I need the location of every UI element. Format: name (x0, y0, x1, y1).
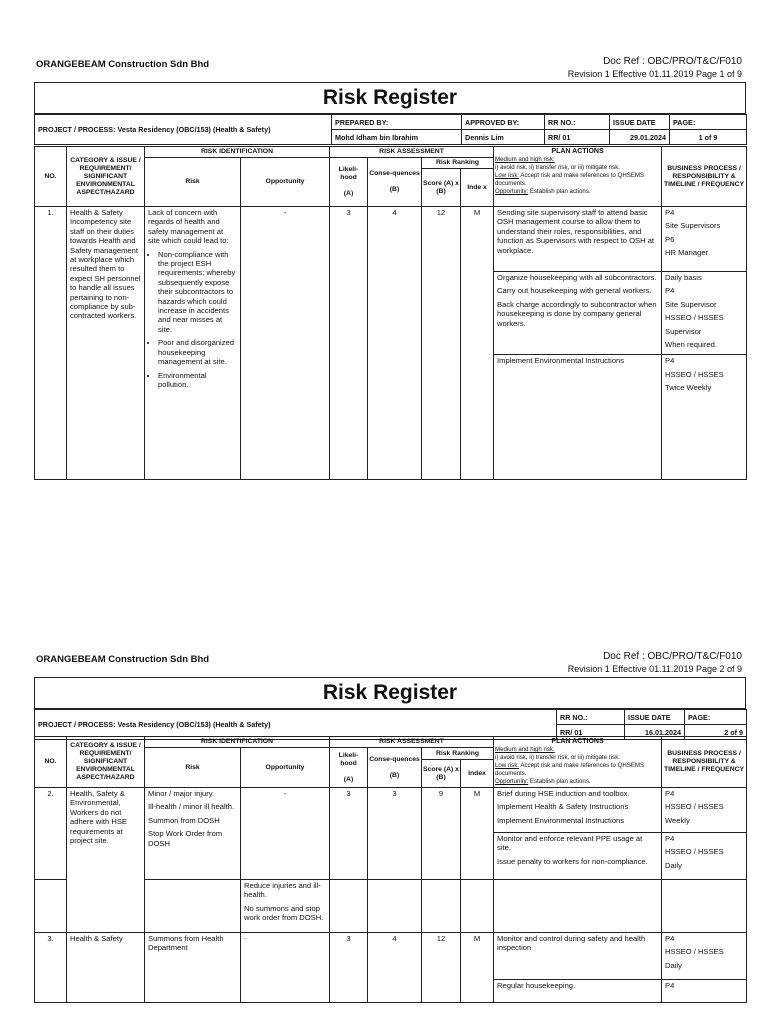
resp-line: Daily (665, 860, 682, 870)
plan-opportunity-text: Establish plan actions. (528, 778, 591, 785)
plan-actions-title: PLAN ACTIONS (551, 738, 604, 745)
row-3-resp-2: P4 (662, 980, 747, 1003)
page-label: PAGE: (670, 115, 747, 130)
row-3-no: 3. (35, 933, 67, 1003)
doc-ref: Doc Ref : OBC/PRO/T&C/F010 (603, 651, 742, 662)
row-2-opp-risk-blank (145, 880, 241, 933)
resp-line: Site Supervisor (665, 299, 717, 309)
row-2-opportunity-detail (241, 880, 330, 933)
row-2-risk (145, 788, 241, 880)
resp-line: P4 (665, 286, 675, 296)
col-risk-ranking: Risk Ranking (422, 748, 494, 760)
plan-low-risk: Low risk: (495, 762, 520, 769)
col-opportunity: Opportunity (241, 748, 330, 788)
plan-options: i) avoid risk, ii) transfer risk, or iii) mitigate risk. (495, 754, 620, 761)
doc-ref: Doc Ref : OBC/PRO/T&C/F010 (603, 56, 742, 67)
blank-cell (494, 880, 662, 933)
plan-low-risk-text: Accept risk and make references to QHSEMS documents. (495, 762, 645, 777)
plan-low-risk-text: Accept risk and make references to QHSEMS documents. (495, 172, 645, 187)
consequences-b: (B) (389, 186, 400, 193)
action-line: Implement Health & Safety Instructions (497, 802, 629, 812)
opportunity-line: Reduce injuries and ill-health. (244, 881, 321, 900)
col-risk-assessment: RISK ASSESSMENT (330, 147, 494, 158)
col-score: Score (A) x (B) (422, 760, 461, 788)
rr-label: RR NO.: (557, 710, 625, 725)
approved-value: Dennis Lim (462, 130, 545, 145)
row-3-action-2: Regular housekeeping. (494, 980, 662, 1003)
row-2-opportunity: - (241, 788, 330, 880)
resp-line: HSSEO / HSSES (665, 802, 724, 812)
project-label: PROJECT / PROCESS: Vesta Residency (OBC/153) (Health & Safety) (35, 115, 332, 145)
resp-line: HSSEO / HSSES (665, 847, 724, 857)
doc-reference (568, 651, 742, 675)
row-1-opportunity: - (241, 207, 330, 480)
resp-line: When required. (665, 340, 717, 350)
col-risk-ranking: Risk Ranking (422, 158, 494, 169)
issue-date-value: 16.01.2024 (625, 725, 685, 740)
prepared-label: PREPARED BY: (332, 115, 462, 130)
company-name: ORANGEBEAM Construction Sdn Bhd (36, 654, 210, 665)
action-line: Organize housekeeping with all subcontractors. (497, 273, 657, 282)
risk-line: Stop Work Order from DOSH (148, 829, 223, 848)
col-risk: Risk (145, 748, 241, 788)
col-business-process: BUSINESS PROCESS / RESPONSIBILITY & TIMELINE / FREQUENCY (662, 147, 747, 207)
row-1-risk (145, 207, 241, 480)
consequences-label: Conse-quences (369, 170, 420, 177)
col-index: Index (461, 760, 494, 788)
col-business-process: BUSINESS PROCESS / RESPONSIBILITY & TIMELINE / FREQUENCY (662, 737, 747, 788)
resp-line: HSSEO / HSSES (665, 369, 724, 379)
header-info-table (34, 114, 747, 145)
row-3-likelihood: 3 (330, 933, 368, 1003)
row-2-score: 9 (422, 788, 461, 880)
resp-line: P4 (665, 208, 675, 217)
row-2-likelihood: 3 (330, 788, 368, 880)
action-line: Implement Environmental Instructions (497, 815, 625, 825)
consequences-b: (B) (389, 771, 400, 779)
plan-low-risk: Low risk: (495, 172, 520, 179)
row-2-resp-1 (662, 788, 747, 833)
row-3-opportunity: - (241, 933, 330, 1003)
resp-line: P4 (665, 934, 675, 943)
resp-line: HSSEO / HSSES (665, 313, 724, 323)
row-2-resp-2 (662, 833, 747, 880)
rr-value: RR/ 01 (545, 130, 610, 145)
col-category: CATEGORY & ISSUE / REQUIREMENT/ SIGNIFICANT ENVIRONMENTAL ASPECT/HAZARD (67, 737, 145, 788)
row-1-score: 12 (422, 207, 461, 480)
row-1-consequences: 4 (368, 207, 422, 480)
col-likelihood (330, 748, 368, 788)
col-risk: Risk (145, 158, 241, 207)
likelihood-label: Likeli-hood (338, 751, 359, 767)
likelihood-a: (A) (343, 775, 354, 783)
row-3-resp-1 (662, 933, 747, 980)
col-index: Inde x (461, 169, 494, 207)
row-1-likelihood: 3 (330, 207, 368, 480)
action-line: Carry out housekeeping with general workers. (497, 286, 652, 296)
resp-line: Daily basis (665, 273, 702, 282)
col-score: Score (A) x (B) (422, 169, 461, 207)
issue-date-label: ISSUE DATE (625, 710, 685, 725)
risk-table-page-1 (34, 146, 747, 480)
row-3-action-1: Monitor and control during safety and health inspection (494, 933, 662, 980)
row-1-risk-list (148, 250, 237, 390)
row-1-risk-intro: Lack of concern with regards of health and safety management at site which could lead to: (148, 208, 229, 246)
blank-cell (368, 880, 422, 933)
plan-medium-high: Medium and high risk: (495, 156, 555, 163)
risk-line: Ill-health / minor ill health. (148, 802, 235, 812)
blank-cell (330, 880, 368, 933)
col-consequences (368, 158, 422, 207)
row-1-action-3: Implement Environmental Instructions (494, 355, 662, 480)
col-plan-actions (494, 737, 662, 788)
row-1-action-2 (494, 272, 662, 355)
resp-line: Site Supervisors (665, 221, 721, 231)
register-title: Risk Register (34, 677, 746, 709)
risk-bullet: • Non-compliance with the project ESH requirements; whereby subsequently expose their subcontractors to hazards which could increase in accidents and near misses at site. (158, 250, 237, 335)
page-label: PAGE: (685, 710, 747, 725)
row-1-action-1: Sending site supervisory staff to attend basic OSH management course to allow them to understand their roles, responsibilities, and function as Supervisors with respect to OSH at workplace. (494, 207, 662, 272)
consequences-label: Conse-quences (369, 755, 420, 763)
action-line: Brief during HSE induction and toolbox. (497, 789, 630, 798)
row-3-consequences: 4 (368, 933, 422, 1003)
row-1-resp-3 (662, 355, 747, 480)
approved-label: APPROVED BY: (462, 115, 545, 130)
col-plan-actions (494, 147, 662, 207)
resp-line: HR Manager (665, 248, 709, 258)
blank-cell (662, 880, 747, 933)
blank-cell (461, 880, 494, 933)
row-2-category: Health, Safety & Environmental, Workers do not adhere with HSE requirements at project site. (67, 788, 145, 933)
opportunity-line: No summons and stop work order from DOSH. (244, 903, 324, 923)
likelihood-a: (A) (343, 190, 354, 197)
plan-opportunity-text: Establish plan actions. (528, 188, 591, 195)
page-value: 2 of 9 (685, 725, 747, 740)
resp-line: P6 (665, 234, 675, 244)
risk-table-page-2 (34, 736, 747, 1003)
page-value: 1 of 9 (670, 130, 747, 145)
col-likelihood (330, 158, 368, 207)
risk-bullet: • Environmental pollution. (158, 371, 237, 390)
action-line: Issue penalty to workers for non-compliance. (497, 856, 648, 866)
plan-medium-high: Medium and high risk: (495, 746, 555, 753)
plan-opportunity: Opportunity: (495, 778, 529, 785)
row-1-no: 1. (35, 207, 67, 480)
risk-bullet: • Poor and disorganized housekeeping management at site. (158, 338, 237, 366)
row-1-category: Health & Safety Incompetency site staff on their duties towards Health and Safety management at workplace which resulted them to expect SH personnel to handle all issues pertaining to non-compliance by sub-contracted workers. (67, 207, 145, 480)
row-2-consequences: 3 (368, 788, 422, 880)
resp-line: P4 (665, 789, 675, 798)
row-2-no: 2. (35, 788, 67, 880)
resp-line: Weekly (665, 815, 690, 825)
row-3-risk: Summons from Health Department (145, 933, 241, 1003)
row-3-score: 12 (422, 933, 461, 1003)
resp-line: P4 (665, 356, 675, 366)
plan-opportunity: Opportunity: (495, 188, 529, 195)
col-risk-assessment: RISK ASSESSMENT (330, 737, 494, 748)
resp-line: HSSEO / HSSES (665, 947, 724, 957)
issue-date-label: ISSUE DATE (610, 115, 670, 130)
resp-line: P4 (665, 834, 675, 843)
resp-line: Daily (665, 960, 682, 970)
plan-options: i) avoid risk, ii) transfer risk, or iii) mitigate risk. (495, 164, 620, 171)
col-category: CATEGORY & ISSUE / REQUIREMENT/ SIGNIFICANT ENVIRONMENTAL ASPECT/HAZARD (67, 147, 145, 207)
col-consequences (368, 748, 422, 788)
rr-label: RR NO.: (545, 115, 610, 130)
action-line: Back charge accordingly to subcontractor when housekeeping is done by company general workers. (497, 299, 657, 328)
row-2-action-1 (494, 788, 662, 833)
likelihood-label: Likeli-hood (338, 166, 359, 181)
risk-line: Minor / major injury. (148, 789, 215, 798)
col-opportunity: Opportunity (241, 158, 330, 207)
row-3-category: Health & Safety (67, 933, 145, 1003)
row-1-resp-2 (662, 272, 747, 355)
resp-line: Supervisor (665, 326, 702, 336)
col-risk-identification: RISK IDENTIFICATION (145, 737, 330, 748)
company-name: ORANGEBEAM Construction Sdn Bhd (36, 59, 210, 70)
resp-line: Twice Weekly (665, 383, 712, 393)
rr-value: RR/ 01 (557, 725, 625, 740)
row-3-index: M (461, 933, 494, 1003)
prepared-value: Mohd Idham bin Ibrahim (332, 130, 462, 145)
row-2-opp-blank (35, 880, 67, 933)
row-2-index: M (461, 788, 494, 880)
blank-cell (422, 880, 461, 933)
register-title: Risk Register (34, 82, 746, 114)
issue-date-value: 29.01.2024 (610, 130, 670, 145)
project-label: PROJECT / PROCESS: Vesta Residency (OBC/153) (Health & Safety) (35, 710, 557, 740)
col-no: NO. (35, 147, 67, 207)
risk-line: Summon from DOSH (148, 815, 220, 825)
col-risk-identification: RISK IDENTIFICATION (145, 147, 330, 158)
revision-line: Revision 1 Effective 01.11.2019 Page 2 of 9 (567, 664, 742, 674)
row-1-resp-1 (662, 207, 747, 272)
plan-actions-title: PLAN ACTIONS (551, 148, 604, 155)
row-2-action-2 (494, 833, 662, 880)
action-line: Monitor and enforce relevant PPE usage at site. (497, 834, 643, 853)
row-1-index: M (461, 207, 494, 480)
doc-reference (568, 56, 742, 80)
col-no: NO. (35, 737, 67, 788)
revision-line: Revision 1 Effective 01.11.2019 Page 1 of 9 (567, 69, 742, 79)
